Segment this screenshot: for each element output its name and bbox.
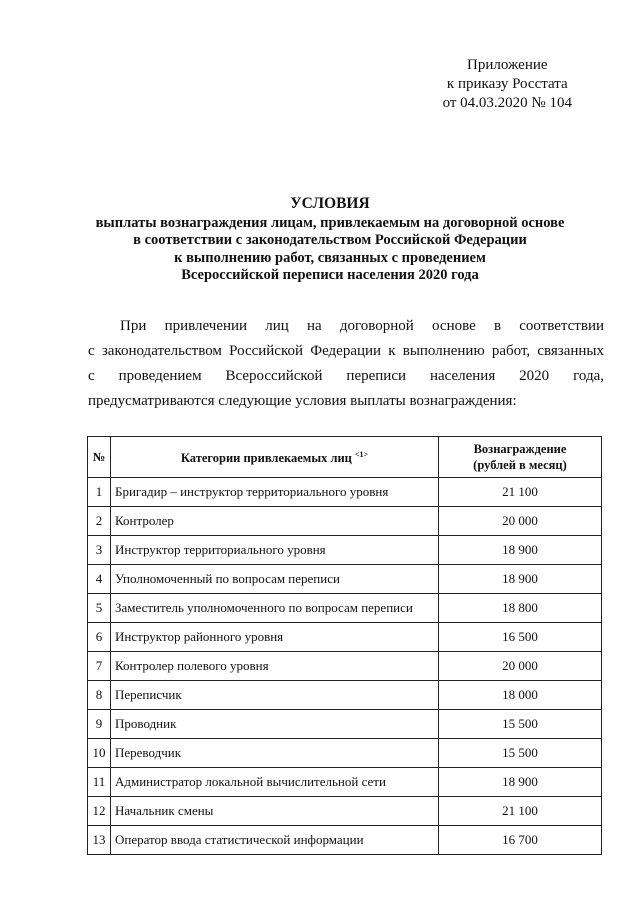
- appendix-line: от 04.03.2020 № 104: [442, 95, 572, 111]
- row-reward: 18 800: [439, 594, 602, 623]
- table-row: [88, 478, 602, 507]
- row-number: 4: [88, 565, 111, 594]
- table-row: [88, 710, 602, 739]
- title-line: в соответствии с законодательством Российской Федерации: [133, 232, 527, 248]
- row-number: 11: [88, 768, 111, 797]
- row-reward: 20 000: [439, 507, 602, 536]
- row-category: Переводчик: [111, 739, 439, 768]
- row-reward: 16 700: [439, 826, 602, 855]
- table-row: [88, 507, 602, 536]
- table-row: [88, 623, 602, 652]
- row-category: Администратор локальной вычислительной сети: [111, 768, 439, 797]
- header-reward-line: Вознаграждение: [473, 442, 567, 456]
- row-number: 9: [88, 710, 111, 739]
- row-number: 12: [88, 797, 111, 826]
- appendix-header: [443, 56, 572, 113]
- row-category: Инструктор районного уровня: [111, 623, 439, 652]
- row-category: Оператор ввода статистической информации: [111, 826, 439, 855]
- row-reward: 18 000: [439, 681, 602, 710]
- row-number: 8: [88, 681, 111, 710]
- intro-line: При привлечении лиц на договорной основе в соответствии: [120, 318, 604, 334]
- intro-line: с законодательством Российской Федерации к выполнению работ, связанных: [88, 343, 604, 359]
- row-number: 3: [88, 536, 111, 565]
- row-category: Начальник смены: [111, 797, 439, 826]
- title-line: выплаты вознаграждения лицам, привлекаемым на договорной основе: [95, 214, 565, 231]
- table-row: [88, 652, 602, 681]
- table-row: [88, 826, 602, 855]
- title-main: УСЛОВИЯ: [290, 195, 370, 212]
- row-number: 5: [88, 594, 111, 623]
- row-category: Уполномоченный по вопросам переписи: [111, 565, 439, 594]
- row-category: Переписчик: [111, 681, 439, 710]
- row-reward: 18 900: [439, 565, 602, 594]
- intro-paragraph: [88, 314, 604, 414]
- row-reward: 18 900: [439, 768, 602, 797]
- row-reward: 21 100: [439, 797, 602, 826]
- title-line: Всероссийской переписи населения 2020 года: [181, 267, 479, 283]
- row-reward: 18 900: [439, 536, 602, 565]
- intro-line: с проведением Всероссийской переписи населения 2020 года,: [88, 368, 604, 384]
- footnote-marker: <1>: [355, 450, 369, 460]
- row-category: Проводник: [111, 710, 439, 739]
- table-row: [88, 739, 602, 768]
- header-reward-line: (рублей в месяц): [473, 458, 567, 472]
- row-category: Инструктор территориального уровня: [111, 536, 439, 565]
- row-number: 1: [88, 478, 111, 507]
- row-reward: 21 100: [439, 478, 602, 507]
- row-category: Контролер полевого уровня: [111, 652, 439, 681]
- appendix-line: к приказу Росстата: [446, 76, 568, 92]
- document-title: [80, 195, 580, 285]
- table-header-row: [88, 437, 602, 478]
- header-num: №: [88, 437, 111, 478]
- row-number: 6: [88, 623, 111, 652]
- table-row: [88, 797, 602, 826]
- row-number: 7: [88, 652, 111, 681]
- row-reward: 15 500: [439, 710, 602, 739]
- title-line: к выполнению работ, связанных с проведением: [174, 249, 486, 266]
- header-category: [111, 437, 439, 478]
- header-reward: [439, 437, 602, 478]
- table-row: [88, 565, 602, 594]
- row-number: 13: [88, 826, 111, 855]
- row-reward: 20 000: [439, 652, 602, 681]
- row-category: Заместитель уполномоченного по вопросам переписи: [111, 594, 439, 623]
- header-category-label: Категории привлекаемых лиц: [180, 451, 352, 466]
- row-number: 2: [88, 507, 111, 536]
- intro-line: предусматриваются следующие условия выплаты вознаграждения:: [88, 393, 517, 409]
- row-reward: 15 500: [439, 739, 602, 768]
- table-row: [88, 681, 602, 710]
- row-category: Контролер: [111, 507, 439, 536]
- appendix-line: Приложение: [467, 57, 548, 73]
- row-reward: 16 500: [439, 623, 602, 652]
- table-row: [88, 536, 602, 565]
- reward-table: [87, 436, 602, 855]
- row-category: Бригадир – инструктор территориального уровня: [111, 478, 439, 507]
- table-row: [88, 594, 602, 623]
- row-number: 10: [88, 739, 111, 768]
- table-row: [88, 768, 602, 797]
